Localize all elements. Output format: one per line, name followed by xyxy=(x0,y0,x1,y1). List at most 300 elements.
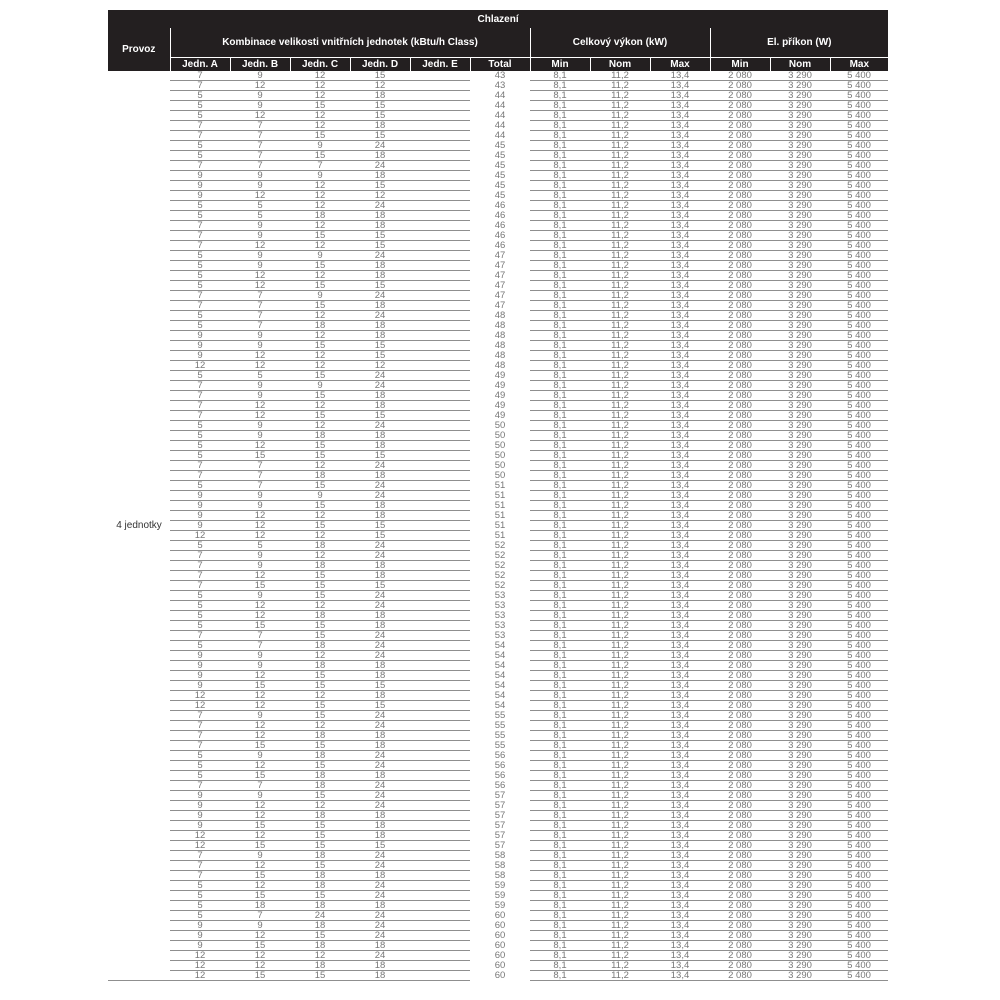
table-row xyxy=(108,561,888,571)
cell-power-nom: 3 290 xyxy=(770,391,830,401)
cell-unit-b: 9 xyxy=(230,791,290,801)
cell-unit-d: 15 xyxy=(350,531,410,541)
cell-capacity-nom: 11,2 xyxy=(590,451,650,461)
cell-total: 47 xyxy=(494,260,506,271)
cell-capacity-min: 8,1 xyxy=(530,741,590,751)
cell-unit-c: 12 xyxy=(290,221,350,231)
spec-table xyxy=(108,10,888,981)
cell-unit-b: 15 xyxy=(230,581,290,591)
cell-unit-b: 7 xyxy=(230,481,290,491)
cell-power-max: 5 400 xyxy=(830,651,888,661)
cell-power-min: 2 080 xyxy=(710,861,770,871)
cell-unit-d: 15 xyxy=(350,681,410,691)
cell-unit-b: 5 xyxy=(230,371,290,381)
cell-capacity-max: 13,4 xyxy=(650,161,710,171)
cell-capacity-max: 13,4 xyxy=(650,751,710,761)
cell-power-max: 5 400 xyxy=(830,291,888,301)
cell-capacity-max: 13,4 xyxy=(650,281,710,291)
cell-total: 46 xyxy=(494,230,506,241)
cell-unit-c: 12 xyxy=(290,511,350,521)
cell-capacity-nom: 11,2 xyxy=(590,251,650,261)
cell-capacity-max: 13,4 xyxy=(650,731,710,741)
cell-unit-d: 24 xyxy=(350,851,410,861)
cell-power-nom: 3 290 xyxy=(770,211,830,221)
table-row xyxy=(108,431,888,441)
cell-unit-c: 18 xyxy=(290,751,350,761)
cell-total: 44 xyxy=(494,100,506,111)
cell-unit-e xyxy=(410,421,470,431)
cell-unit-e xyxy=(410,431,470,441)
cell-unit-b: 7 xyxy=(230,301,290,311)
cell-unit-a: 5 xyxy=(170,611,230,621)
cell-capacity-max: 13,4 xyxy=(650,411,710,421)
cell-power-max: 5 400 xyxy=(830,501,888,511)
cell-unit-a: 5 xyxy=(170,761,230,771)
cell-power-max: 5 400 xyxy=(830,741,888,751)
column-header-power-min: Min xyxy=(710,58,770,72)
cell-unit-b: 7 xyxy=(230,131,290,141)
cell-unit-b: 12 xyxy=(230,961,290,971)
cell-power-nom: 3 290 xyxy=(770,431,830,441)
cell-unit-e xyxy=(410,711,470,721)
cell-capacity-nom: 11,2 xyxy=(590,911,650,921)
cell-power-max: 5 400 xyxy=(830,641,888,651)
cell-unit-e xyxy=(410,371,470,381)
cell-capacity-max: 13,4 xyxy=(650,541,710,551)
cell-total: 45 xyxy=(494,190,506,201)
cell-unit-b: 15 xyxy=(230,971,290,981)
cell-unit-d: 24 xyxy=(350,291,410,301)
cell-power-max: 5 400 xyxy=(830,571,888,581)
cell-unit-b: 9 xyxy=(230,381,290,391)
cell-capacity-nom: 11,2 xyxy=(590,891,650,901)
cell-capacity-max: 13,4 xyxy=(650,121,710,131)
cell-power-max: 5 400 xyxy=(830,261,888,271)
cell-capacity-min: 8,1 xyxy=(530,391,590,401)
cell-capacity-max: 13,4 xyxy=(650,591,710,601)
cell-unit-e xyxy=(410,71,470,81)
cell-capacity-max: 13,4 xyxy=(650,921,710,931)
cell-power-nom: 3 290 xyxy=(770,881,830,891)
table-row xyxy=(108,821,888,831)
cell-total: 50 xyxy=(494,440,506,451)
cell-total: 46 xyxy=(494,200,506,211)
cell-capacity-max: 13,4 xyxy=(650,211,710,221)
cell-total: 51 xyxy=(494,490,506,501)
cell-power-nom: 3 290 xyxy=(770,541,830,551)
cell-unit-a: 7 xyxy=(170,241,230,251)
cell-power-min: 2 080 xyxy=(710,831,770,841)
cell-unit-b: 12 xyxy=(230,361,290,371)
table-row xyxy=(108,771,888,781)
cell-unit-d: 24 xyxy=(350,641,410,651)
cell-capacity-max: 13,4 xyxy=(650,881,710,891)
cell-capacity-min: 8,1 xyxy=(530,361,590,371)
cell-power-nom: 3 290 xyxy=(770,321,830,331)
cell-power-max: 5 400 xyxy=(830,411,888,421)
cell-capacity-nom: 11,2 xyxy=(590,711,650,721)
cell-capacity-min: 8,1 xyxy=(530,591,590,601)
cell-power-max: 5 400 xyxy=(830,191,888,201)
cell-capacity-min: 8,1 xyxy=(530,541,590,551)
cell-unit-a: 7 xyxy=(170,291,230,301)
cell-power-max: 5 400 xyxy=(830,311,888,321)
cell-capacity-min: 8,1 xyxy=(530,781,590,791)
cell-capacity-max: 13,4 xyxy=(650,301,710,311)
cell-capacity-max: 13,4 xyxy=(650,771,710,781)
cell-unit-e xyxy=(410,621,470,631)
cell-capacity-nom: 11,2 xyxy=(590,331,650,341)
cell-unit-e xyxy=(410,381,470,391)
cell-unit-c: 12 xyxy=(290,531,350,541)
capacity-header: Celkový výkon (kW) xyxy=(530,28,710,58)
cell-unit-b: 12 xyxy=(230,801,290,811)
cell-unit-a: 12 xyxy=(170,961,230,971)
cell-unit-b: 12 xyxy=(230,951,290,961)
cell-unit-b: 12 xyxy=(230,271,290,281)
cell-unit-a: 7 xyxy=(170,231,230,241)
cell-power-min: 2 080 xyxy=(710,251,770,261)
cell-unit-a: 5 xyxy=(170,321,230,331)
cell-unit-c: 18 xyxy=(290,731,350,741)
cell-power-max: 5 400 xyxy=(830,781,888,791)
cell-unit-a: 7 xyxy=(170,411,230,421)
cell-capacity-min: 8,1 xyxy=(530,471,590,481)
cell-unit-e xyxy=(410,911,470,921)
cell-power-nom: 3 290 xyxy=(770,491,830,501)
cell-power-min: 2 080 xyxy=(710,121,770,131)
cell-capacity-nom: 11,2 xyxy=(590,551,650,561)
table-row xyxy=(108,731,888,741)
cell-capacity-nom: 11,2 xyxy=(590,491,650,501)
cell-unit-c: 15 xyxy=(290,841,350,851)
cell-power-max: 5 400 xyxy=(830,531,888,541)
cell-unit-a: 5 xyxy=(170,891,230,901)
cell-capacity-max: 13,4 xyxy=(650,701,710,711)
cell-total: 45 xyxy=(494,150,506,161)
cell-capacity-nom: 11,2 xyxy=(590,801,650,811)
cell-capacity-min: 8,1 xyxy=(530,971,590,981)
cell-power-min: 2 080 xyxy=(710,851,770,861)
cell-total: 50 xyxy=(494,450,506,461)
cell-power-min: 2 080 xyxy=(710,321,770,331)
cell-capacity-max: 13,4 xyxy=(650,401,710,411)
table-row xyxy=(108,401,888,411)
cell-unit-a: 5 xyxy=(170,271,230,281)
cell-unit-b: 12 xyxy=(230,861,290,871)
cell-power-min: 2 080 xyxy=(710,371,770,381)
cell-power-nom: 3 290 xyxy=(770,751,830,761)
cell-unit-a: 7 xyxy=(170,551,230,561)
cell-capacity-max: 13,4 xyxy=(650,201,710,211)
cell-unit-e xyxy=(410,931,470,941)
cell-unit-c: 15 xyxy=(290,791,350,801)
cell-unit-a: 7 xyxy=(170,581,230,591)
cell-capacity-max: 13,4 xyxy=(650,811,710,821)
column-header-unit-d: Jedn. D xyxy=(350,58,410,72)
cell-power-max: 5 400 xyxy=(830,631,888,641)
cell-power-min: 2 080 xyxy=(710,921,770,931)
cell-capacity-min: 8,1 xyxy=(530,721,590,731)
table-row xyxy=(108,751,888,761)
cell-unit-b: 9 xyxy=(230,231,290,241)
cell-power-max: 5 400 xyxy=(830,481,888,491)
cell-power-min: 2 080 xyxy=(710,951,770,961)
cell-power-nom: 3 290 xyxy=(770,351,830,361)
cell-capacity-nom: 11,2 xyxy=(590,421,650,431)
table-row xyxy=(108,541,888,551)
cell-unit-c: 15 xyxy=(290,591,350,601)
cell-total: 54 xyxy=(494,670,506,681)
cell-unit-d: 24 xyxy=(350,761,410,771)
cell-capacity-min: 8,1 xyxy=(530,901,590,911)
cell-power-min: 2 080 xyxy=(710,891,770,901)
cell-unit-c: 15 xyxy=(290,711,350,721)
table-row xyxy=(108,901,888,911)
table-row xyxy=(108,841,888,851)
cell-unit-d: 15 xyxy=(350,71,410,81)
cell-unit-d: 18 xyxy=(350,91,410,101)
cell-power-min: 2 080 xyxy=(710,581,770,591)
cell-power-min: 2 080 xyxy=(710,491,770,501)
cell-unit-d: 15 xyxy=(350,131,410,141)
cell-unit-c: 15 xyxy=(290,891,350,901)
provoz-label: 4 jednotky xyxy=(108,71,170,981)
cell-unit-e xyxy=(410,251,470,261)
cell-power-max: 5 400 xyxy=(830,791,888,801)
cell-power-nom: 3 290 xyxy=(770,571,830,581)
cell-unit-a: 7 xyxy=(170,161,230,171)
cell-unit-c: 15 xyxy=(290,671,350,681)
cell-capacity-min: 8,1 xyxy=(530,961,590,971)
cell-unit-d: 18 xyxy=(350,471,410,481)
cell-unit-c: 15 xyxy=(290,481,350,491)
cell-unit-b: 12 xyxy=(230,611,290,621)
cell-power-min: 2 080 xyxy=(710,441,770,451)
cell-unit-e xyxy=(410,211,470,221)
cell-unit-a: 7 xyxy=(170,781,230,791)
table-row xyxy=(108,461,888,471)
cell-unit-a: 7 xyxy=(170,861,230,871)
cell-unit-e xyxy=(410,681,470,691)
cell-capacity-nom: 11,2 xyxy=(590,741,650,751)
cell-unit-a: 7 xyxy=(170,721,230,731)
cell-unit-c: 12 xyxy=(290,801,350,811)
cell-unit-c: 18 xyxy=(290,901,350,911)
cell-unit-b: 12 xyxy=(230,191,290,201)
cell-power-min: 2 080 xyxy=(710,501,770,511)
cell-unit-c: 18 xyxy=(290,611,350,621)
cell-unit-b: 12 xyxy=(230,351,290,361)
cell-unit-b: 12 xyxy=(230,441,290,451)
cell-unit-e xyxy=(410,631,470,641)
cell-unit-a: 5 xyxy=(170,211,230,221)
cell-power-nom: 3 290 xyxy=(770,251,830,261)
cell-total: 57 xyxy=(494,790,506,801)
cell-unit-e xyxy=(410,131,470,141)
column-header-unit-a: Jedn. A xyxy=(170,58,230,72)
cell-total: 50 xyxy=(494,430,506,441)
cell-capacity-min: 8,1 xyxy=(530,651,590,661)
cell-unit-e xyxy=(410,581,470,591)
cell-unit-e xyxy=(410,261,470,271)
cell-total: 59 xyxy=(494,890,506,901)
cell-unit-e xyxy=(410,461,470,471)
cell-unit-d: 24 xyxy=(350,201,410,211)
cell-capacity-nom: 11,2 xyxy=(590,641,650,651)
cell-capacity-max: 13,4 xyxy=(650,521,710,531)
cell-unit-d: 24 xyxy=(350,371,410,381)
cell-unit-d: 24 xyxy=(350,801,410,811)
cell-capacity-max: 13,4 xyxy=(650,871,710,881)
cell-power-max: 5 400 xyxy=(830,801,888,811)
cell-unit-c: 15 xyxy=(290,861,350,871)
cell-unit-d: 15 xyxy=(350,451,410,461)
cell-capacity-max: 13,4 xyxy=(650,501,710,511)
cell-unit-a: 5 xyxy=(170,311,230,321)
cell-total: 56 xyxy=(494,750,506,761)
cell-power-min: 2 080 xyxy=(710,221,770,231)
cell-unit-e xyxy=(410,671,470,681)
cell-unit-a: 9 xyxy=(170,521,230,531)
cell-power-min: 2 080 xyxy=(710,471,770,481)
table-row xyxy=(108,71,888,81)
cell-total: 47 xyxy=(494,300,506,311)
cell-unit-c: 12 xyxy=(290,721,350,731)
cell-unit-a: 9 xyxy=(170,681,230,691)
cell-capacity-max: 13,4 xyxy=(650,961,710,971)
cell-unit-b: 7 xyxy=(230,321,290,331)
cell-unit-d: 18 xyxy=(350,971,410,981)
cell-power-max: 5 400 xyxy=(830,841,888,851)
cell-unit-b: 9 xyxy=(230,431,290,441)
cell-unit-a: 5 xyxy=(170,881,230,891)
cell-unit-e xyxy=(410,111,470,121)
cell-power-min: 2 080 xyxy=(710,941,770,951)
cell-capacity-nom: 11,2 xyxy=(590,311,650,321)
cell-unit-d: 12 xyxy=(350,81,410,91)
cell-capacity-min: 8,1 xyxy=(530,841,590,851)
cell-total: 44 xyxy=(494,120,506,131)
cell-capacity-nom: 11,2 xyxy=(590,751,650,761)
cell-power-max: 5 400 xyxy=(830,391,888,401)
cell-capacity-min: 8,1 xyxy=(530,491,590,501)
cell-unit-a: 7 xyxy=(170,81,230,91)
cell-capacity-min: 8,1 xyxy=(530,161,590,171)
cell-unit-d: 15 xyxy=(350,581,410,591)
cell-total: 45 xyxy=(494,140,506,151)
table-row xyxy=(108,101,888,111)
cell-capacity-nom: 11,2 xyxy=(590,961,650,971)
cell-unit-c: 12 xyxy=(290,421,350,431)
cell-power-nom: 3 290 xyxy=(770,731,830,741)
cell-power-max: 5 400 xyxy=(830,461,888,471)
cell-capacity-nom: 11,2 xyxy=(590,281,650,291)
cell-capacity-max: 13,4 xyxy=(650,821,710,831)
cell-unit-b: 12 xyxy=(230,691,290,701)
cell-unit-e xyxy=(410,221,470,231)
cell-capacity-max: 13,4 xyxy=(650,491,710,501)
cell-unit-b: 9 xyxy=(230,101,290,111)
cell-power-nom: 3 290 xyxy=(770,441,830,451)
cell-capacity-nom: 11,2 xyxy=(590,851,650,861)
cell-unit-a: 12 xyxy=(170,951,230,961)
cell-unit-e xyxy=(410,231,470,241)
cell-unit-c: 12 xyxy=(290,401,350,411)
cell-capacity-min: 8,1 xyxy=(530,671,590,681)
cell-power-max: 5 400 xyxy=(830,911,888,921)
cell-total: 51 xyxy=(494,510,506,521)
cell-power-min: 2 080 xyxy=(710,711,770,721)
cell-capacity-max: 13,4 xyxy=(650,431,710,441)
cell-unit-b: 15 xyxy=(230,681,290,691)
cell-capacity-min: 8,1 xyxy=(530,91,590,101)
cell-unit-a: 5 xyxy=(170,91,230,101)
cell-unit-c: 7 xyxy=(290,161,350,171)
cell-capacity-max: 13,4 xyxy=(650,531,710,541)
cell-unit-e xyxy=(410,771,470,781)
cell-unit-a: 5 xyxy=(170,621,230,631)
cell-capacity-min: 8,1 xyxy=(530,71,590,81)
cell-total: 54 xyxy=(494,660,506,671)
cell-unit-e xyxy=(410,101,470,111)
cell-unit-d: 24 xyxy=(350,891,410,901)
cell-power-max: 5 400 xyxy=(830,941,888,951)
cell-power-max: 5 400 xyxy=(830,731,888,741)
cell-unit-b: 9 xyxy=(230,221,290,231)
cell-capacity-min: 8,1 xyxy=(530,171,590,181)
cell-capacity-max: 13,4 xyxy=(650,371,710,381)
cell-unit-c: 15 xyxy=(290,231,350,241)
cell-unit-e xyxy=(410,551,470,561)
cell-unit-a: 9 xyxy=(170,941,230,951)
table-row xyxy=(108,171,888,181)
cell-unit-a: 9 xyxy=(170,791,230,801)
cell-capacity-nom: 11,2 xyxy=(590,951,650,961)
cell-capacity-nom: 11,2 xyxy=(590,151,650,161)
cell-power-min: 2 080 xyxy=(710,481,770,491)
cell-unit-b: 12 xyxy=(230,601,290,611)
cell-unit-c: 15 xyxy=(290,581,350,591)
cell-capacity-max: 13,4 xyxy=(650,971,710,981)
cell-capacity-min: 8,1 xyxy=(530,341,590,351)
cell-power-nom: 3 290 xyxy=(770,701,830,711)
cell-capacity-min: 8,1 xyxy=(530,291,590,301)
cell-capacity-nom: 11,2 xyxy=(590,571,650,581)
cell-unit-a: 7 xyxy=(170,471,230,481)
cell-unit-c: 12 xyxy=(290,121,350,131)
cell-unit-d: 12 xyxy=(350,191,410,201)
table-row xyxy=(108,871,888,881)
provoz-header: Provoz xyxy=(108,28,170,71)
cell-unit-c: 12 xyxy=(290,241,350,251)
cell-unit-a: 5 xyxy=(170,151,230,161)
table-row xyxy=(108,261,888,271)
cell-unit-e xyxy=(410,471,470,481)
cell-power-min: 2 080 xyxy=(710,91,770,101)
cell-unit-b: 12 xyxy=(230,281,290,291)
cell-capacity-min: 8,1 xyxy=(530,921,590,931)
cell-capacity-min: 8,1 xyxy=(530,461,590,471)
cell-unit-b: 12 xyxy=(230,701,290,711)
cell-capacity-max: 13,4 xyxy=(650,781,710,791)
cell-unit-b: 9 xyxy=(230,921,290,931)
cell-power-nom: 3 290 xyxy=(770,461,830,471)
cell-unit-a: 5 xyxy=(170,911,230,921)
cell-unit-a: 12 xyxy=(170,841,230,851)
cell-power-max: 5 400 xyxy=(830,971,888,981)
cell-power-nom: 3 290 xyxy=(770,191,830,201)
